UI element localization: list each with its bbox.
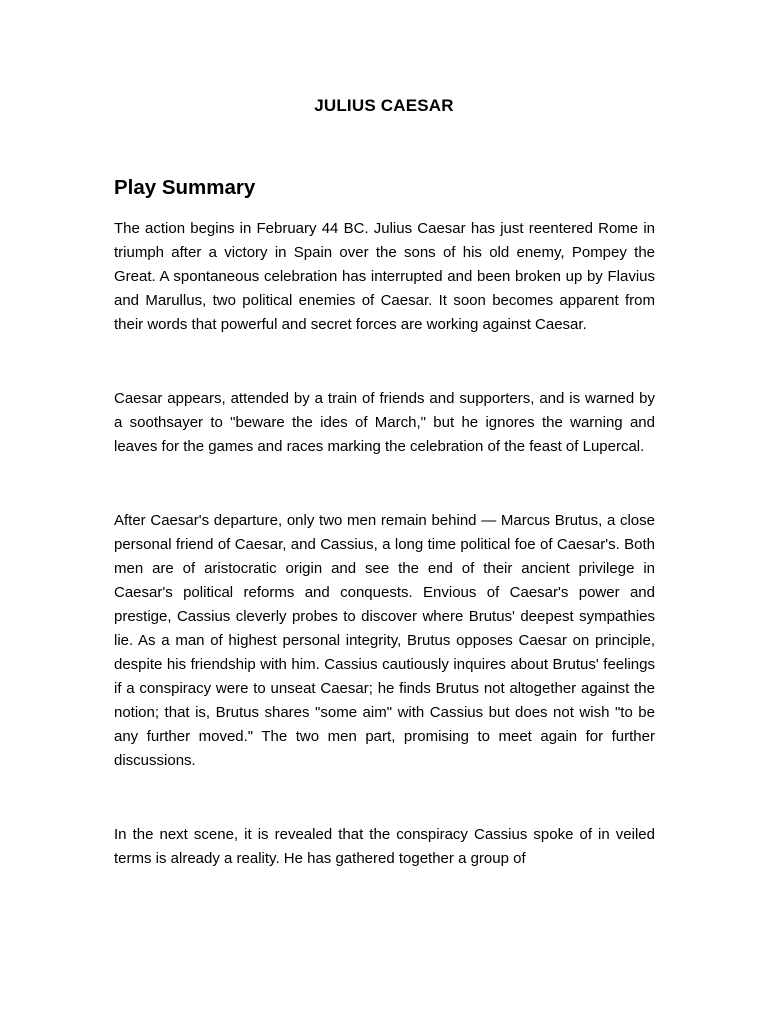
paragraph: Caesar appears, attended by a train of friends and supporters, and is warned by a soothsayer to "beware the ides of March," but he ignores the warning and leaves for the games and races marking the celebration of the feast of Lupercal. (114, 390, 655, 455)
paragraph: After Caesar's departure, only two men remain behind — Marcus Brutus, a close personal friend of Caesar, and Cassius, a long time political foe of Caesar's. Both men are of aristocratic origin and see the end of their ancient privilege in Caesar's political reforms and conquests. Envious of Caesar's power and prestige, Cassius cleverly probes to discover where Brutus' deepest sympathies lie. As a man of highest personal integrity, Brutus opposes Caesar on principle, despite his friendship with him. Cassius cautiously inquires about Brutus' feelings if a conspiracy were to unseat Caesar; he finds Brutus not altogether against the notion; that is, Brutus shares "some aim" with Cassius but does not wish "to be any further moved." The two men part, promising to meet again for further discussions. (114, 512, 655, 769)
section-heading: Play Summary (114, 176, 256, 199)
paragraph: In the next scene, it is revealed that the conspiracy Cassius spoke of in veiled terms is already a reality. He has gathered together a group of (114, 826, 655, 867)
paragraph: The action begins in February 44 BC. Julius Caesar has just reentered Rome in triumph after a victory in Spain over the sons of his old enemy, Pompey the Great. A spontaneous celebration has interrupted and been broken up by Flavius and Marullus, two political enemies of Caesar. It soon becomes apparent from their words that powerful and secret forces are working against Caesar. (114, 220, 655, 333)
document-title: JULIUS CAESAR (314, 96, 454, 115)
body-text (114, 217, 655, 921)
